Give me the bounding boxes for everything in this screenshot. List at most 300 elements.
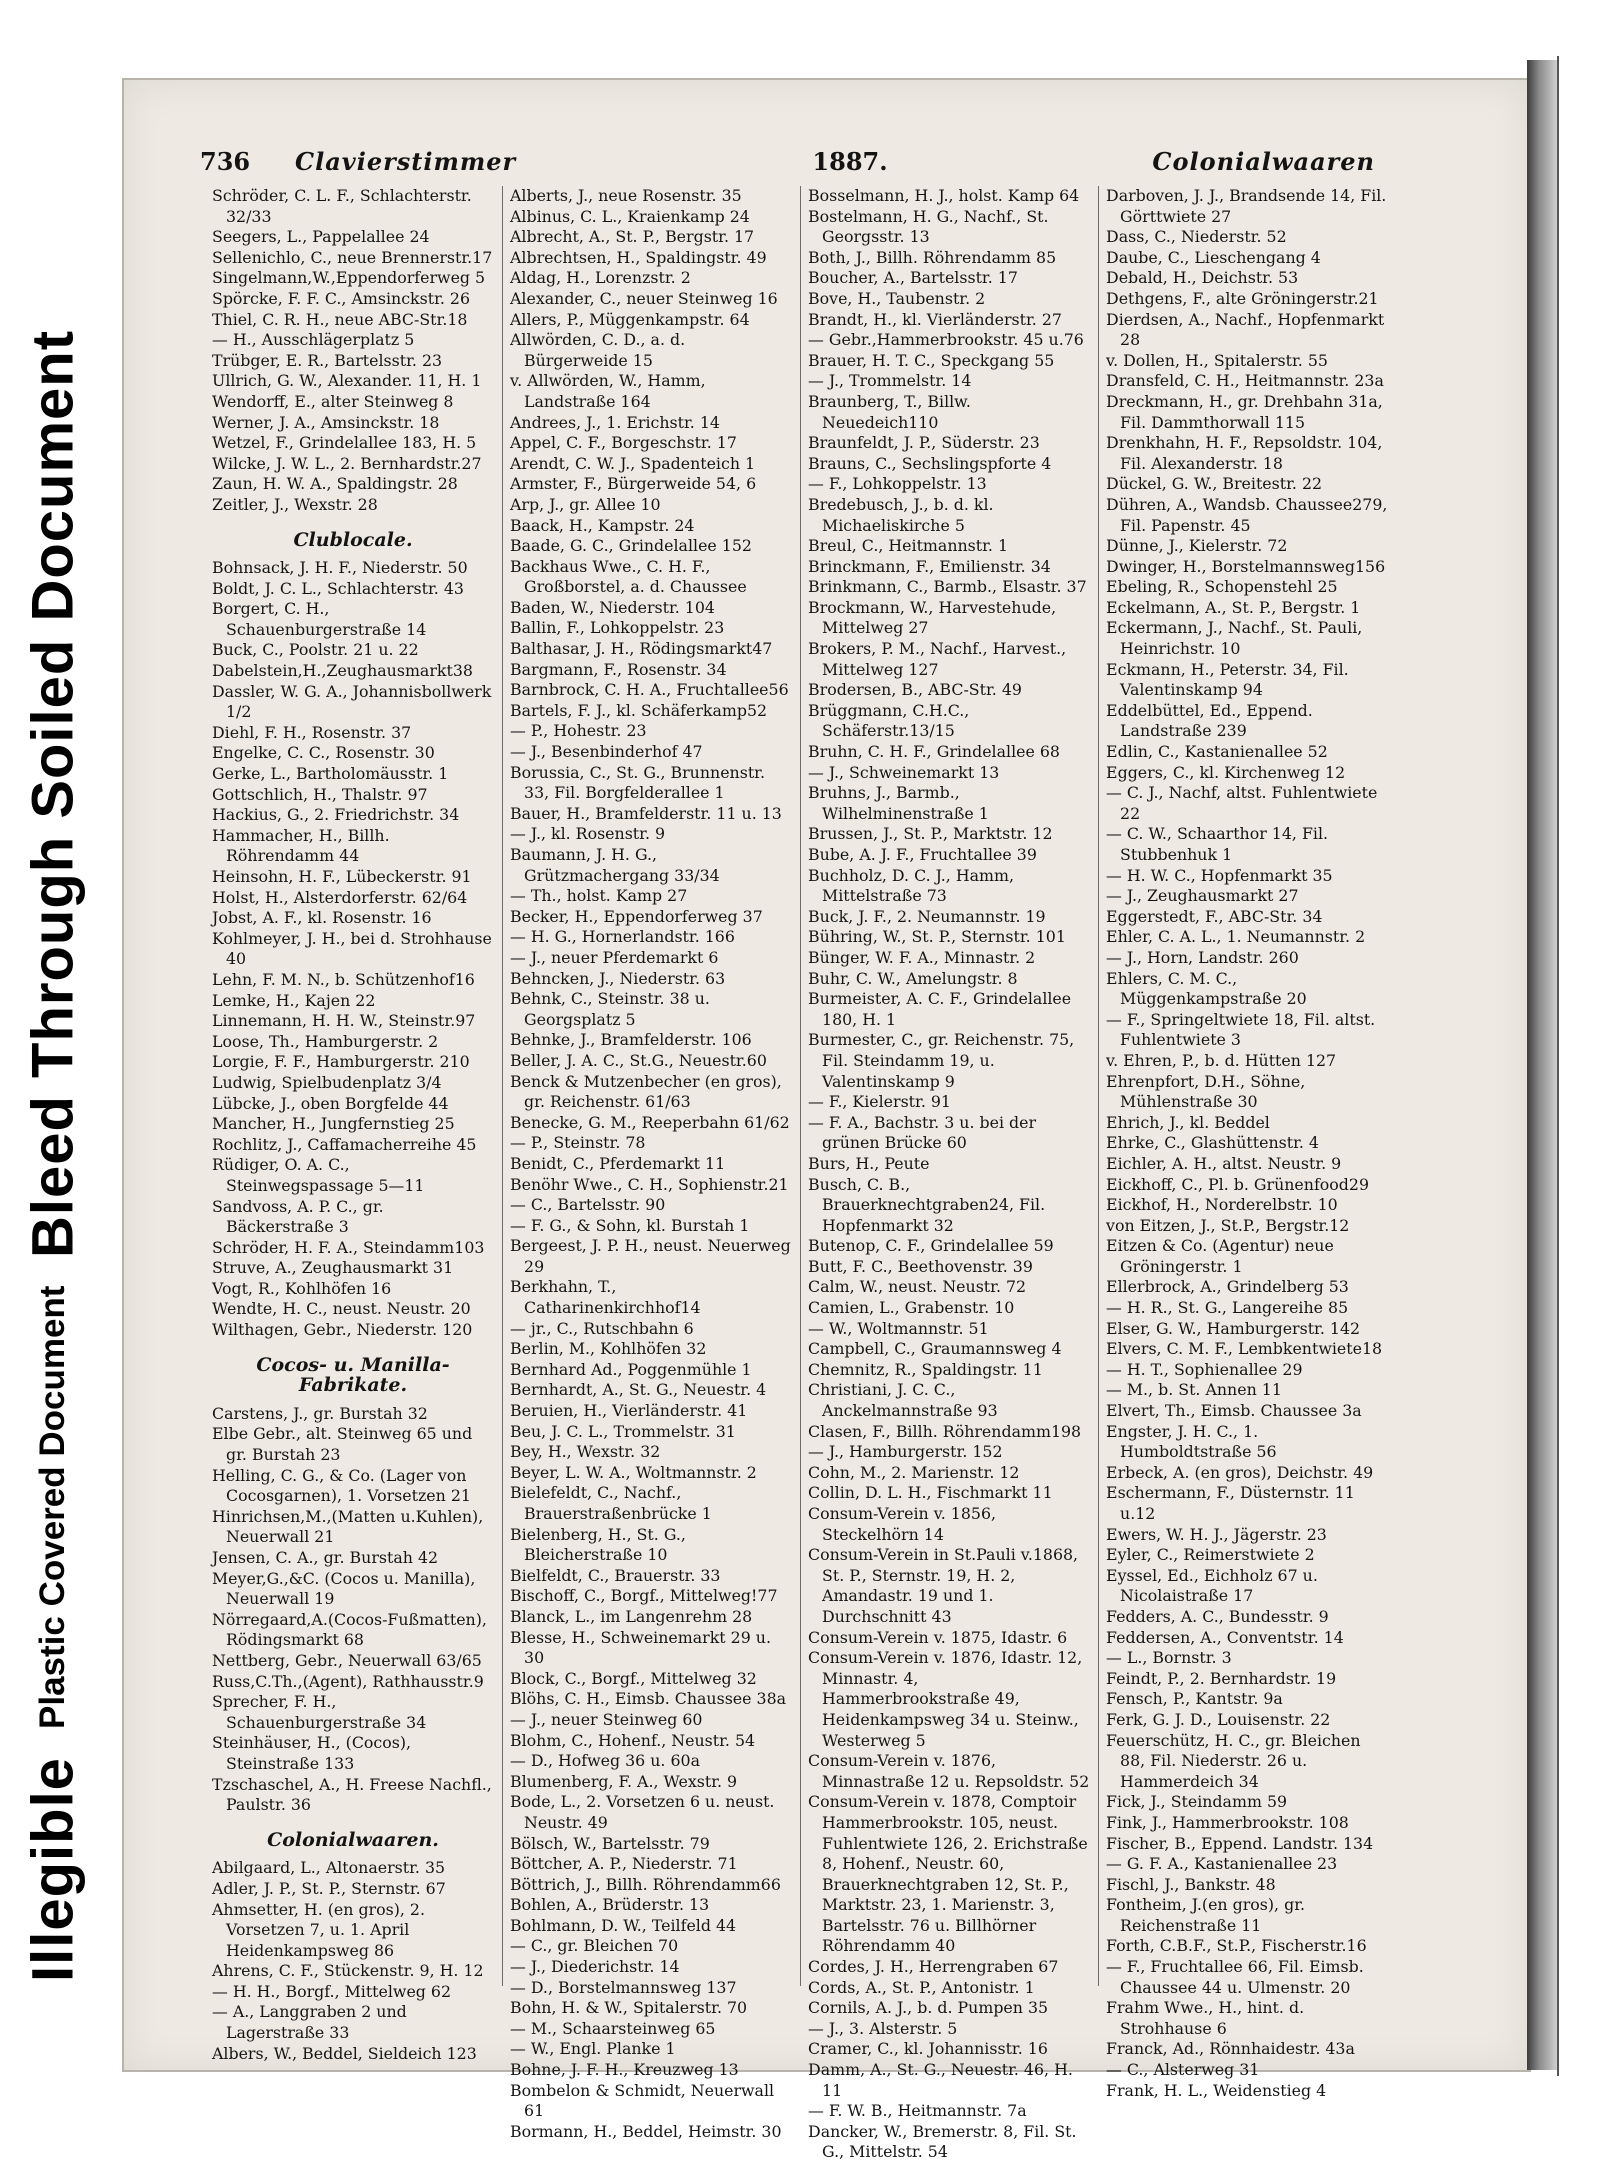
directory-entry: Blumenberg, F. A., Wexstr. 9: [510, 1771, 738, 1791]
directory-entry: Boldt, J. C. L., Schlachterstr. 43: [212, 578, 464, 598]
directory-entry: Consum-Verein v. 1878, Comptoir Hammerbrookstr. 105, neust. Fuhlentwiete 126, 2. Erichstraße 8, Hohenf., Neustr. 60, Brauerknechtgraben 12, St. P., Marktstr. 23, 1. Marienstr. 3, Bartelsstr. 76 u. Billhörner Röhrendamm 40: [808, 1792, 1088, 1956]
directory-entry: Eckmann, H., Peterstr. 34, Fil. Valentinskamp 94: [1106, 659, 1349, 700]
directory-entry: Fensch, P., Kantstr. 9a: [1106, 1689, 1283, 1709]
directory-entry: Fedders, A. C., Bundesstr. 9: [1106, 1606, 1329, 1626]
directory-entry: Nettberg, Gebr., Neuerwall 63/65: [212, 1650, 482, 1670]
directory-entry: — J., Besenbinderhof 47: [510, 742, 703, 762]
directory-entry: Vogt, R., Kohlhöfen 16: [212, 1278, 392, 1298]
directory-entry: — L., Bornstr. 3: [1106, 1648, 1232, 1668]
directory-entry: Bey, H., Wexstr. 32: [510, 1442, 661, 1462]
directory-entry: Borussia, C., St. G., Brunnenstr. 33, Fil. Borgfelderallee 1: [510, 762, 766, 803]
directory-entry: v. Ehren, P., b. d. Hütten 127: [1106, 1050, 1337, 1070]
directory-entry: Cramer, C., kl. Johannisstr. 16: [808, 2039, 1048, 2059]
directory-entry: Backhaus Wwe., C. H. F., Großborstel, a. d. Chaussee: [510, 556, 747, 597]
directory-entry: Carstens, J., gr. Burstah 32: [212, 1403, 428, 1423]
directory-entry: Busch, C. B., Brauerknechtgraben24, Fil. Hopfenmarkt 32: [808, 1174, 1046, 1235]
directory-entry: Fick, J., Steindamm 59: [1106, 1792, 1288, 1812]
directory-entry: Brinkmann, C., Barmb., Elsastr. 37: [808, 577, 1087, 597]
directory-entry: Arendt, C. W. J., Spadenteich 1: [510, 453, 756, 473]
directory-entry: Franck, Ad., Rönnhaidestr. 43a: [1106, 2039, 1355, 2059]
directory-entry: — C., Bartelsstr. 90: [510, 1195, 666, 1215]
page-edge: [1557, 56, 1559, 2076]
directory-entry: — W., Woltmannstr. 51: [808, 1318, 989, 1338]
directory-entry: Allwörden, C. D., a. d. Bürgerweide 15: [510, 330, 686, 370]
directory-entry: Boucher, A., Bartelsstr. 17: [808, 268, 1018, 288]
directory-entry: — C., Alsterweg 31: [1106, 2060, 1260, 2080]
directory-entry: Baden, W., Niederstr. 104: [510, 597, 715, 617]
directory-entry: Benöhr Wwe., C. H., Sophienstr.21: [510, 1174, 789, 1194]
directory-entry: Collin, D. L. H., Fischmarkt 11: [808, 1483, 1053, 1503]
directory-entry: Gottschlich, H., Thalstr. 97: [212, 784, 428, 804]
directory-entry: Cordes, J. H., Herrengraben 67: [808, 1957, 1059, 1977]
directory-entry: Cords, A., St. P., Antonistr. 1: [808, 1977, 1035, 1997]
directory-entry: Elvers, C. M. F., Lembkentwiete18: [1106, 1339, 1383, 1359]
directory-column-3: [808, 186, 1099, 2162]
running-title-left: Clavierstimmer: [295, 146, 517, 176]
directory-entry: Debald, H., Deichstr. 53: [1106, 268, 1299, 288]
directory-entry: Bohlmann, D. W., Teilfeld 44: [510, 1915, 737, 1935]
page-header: [200, 146, 1385, 176]
directory-entry: Brockmann, W., Harvestehude, Mittelweg 27: [808, 597, 1057, 638]
directory-entry: Eddelbüttel, Ed., Eppend. Landstraße 239: [1106, 700, 1313, 741]
directory-entry: Bölsch, W., Bartelsstr. 79: [510, 1833, 710, 1853]
directory-entry: Schröder, C. L. F., Schlachterstr. 32/33: [212, 186, 472, 226]
directory-entry: Bernhardt, A., St. G., Neuestr. 4: [510, 1380, 767, 1400]
directory-entry: Lemke, H., Kajen 22: [212, 990, 376, 1010]
directory-entry: Albrecht, A., St. P., Bergstr. 17: [510, 227, 755, 247]
directory-entry: Brandt, H., kl. Vierländerstr. 27: [808, 309, 1062, 329]
document-condition-label: [8, 82, 98, 1982]
bleed-through-label: Bleed Through Soiled Document: [20, 329, 86, 1258]
directory-entry: Fischl, J., Bankstr. 48: [1106, 1874, 1276, 1894]
directory-entry: Ehler, C. A. L., 1. Neumannstr. 2: [1106, 927, 1366, 947]
directory-entry: Feindt, P., 2. Bernhardstr. 19: [1106, 1668, 1337, 1688]
directory-entry: Breul, C., Heitmannstr. 1: [808, 536, 1009, 556]
directory-entry: Kohlmeyer, J. H., bei d. Strohhause 40: [212, 928, 492, 969]
directory-entry: Struve, A., Zeughausmarkt 31: [212, 1258, 454, 1278]
plastic-covered-label: Plastic Covered Document: [33, 1285, 72, 1730]
directory-entry: Braunberg, T., Billw. Neuedeich110: [808, 391, 971, 432]
directory-entry: Eggers, C., kl. Kirchenweg 12: [1106, 762, 1346, 782]
directory-entry: Benecke, G. M., Reeperbahn 61/62: [510, 1112, 790, 1132]
directory-entry: — Gebr.,Hammerbrookstr. 45 u.76: [808, 330, 1084, 350]
directory-entry: Dühren, A., Wandsb. Chaussee279, Fil. Papenstr. 45: [1106, 494, 1388, 535]
directory-entry: Damm, A., St. G., Neuestr. 46, H. 11: [808, 2060, 1073, 2100]
directory-entry: Dancker, W., Bremerstr. 8, Fil. St. G., Mittelstr. 54: [808, 2121, 1077, 2162]
directory-entry: — A., Langgraben 2 und Lagerstraße 33: [212, 2002, 407, 2043]
page-year: 1887.: [812, 146, 888, 176]
directory-entry: Ullrich, G. W., Alexander. 11, H. 1: [212, 371, 482, 391]
directory-entry: Burmester, C., gr. Reichenstr. 75, Fil. Steindamm 19, u. Valentinskamp 9: [808, 1030, 1075, 1091]
directory-entry: — J., Trommelstr. 14: [808, 371, 972, 391]
directory-entry: Dransfeld, C. H., Heitmannstr. 23a: [1106, 371, 1384, 391]
directory-entry: — H. W. C., Hopfenmarkt 35: [1106, 865, 1333, 885]
directory-entry: Bauer, H., Bramfelderstr. 11 u. 13: [510, 803, 782, 823]
directory-entry: Burs, H., Peute: [808, 1153, 930, 1173]
directory-entry: Alberts, J., neue Rosenstr. 35: [510, 186, 742, 205]
directory-entry: — jr., C., Rutschbahn 6: [510, 1318, 694, 1338]
directory-entry: Buhr, C. W., Amelungstr. 8: [808, 968, 1018, 988]
directory-entry: Diehl, F. H., Rosenstr. 37: [212, 722, 412, 742]
directory-entry: Sprecher, F. H., Schauenburgerstraße 34: [212, 1692, 427, 1732]
directory-entry: Sellenichlo, C., neue Brennerstr.17: [212, 247, 493, 267]
directory-entry: Frank, H. L., Weidenstieg 4: [1106, 2080, 1327, 2100]
directory-entry: Trübger, E. R., Bartelsstr. 23: [212, 350, 443, 370]
directory-entry: Behncken, J., Niederstr. 63: [510, 968, 726, 988]
directory-entry: Darboven, J. J., Brandsende 14, Fil. Görttwiete 27: [1106, 186, 1387, 226]
directory-entry: — J., Horn, Landstr. 260: [1106, 947, 1299, 967]
directory-entry: Blanck, L., im Langenrehm 28: [510, 1606, 753, 1626]
directory-entry: — H. T., Sophienallee 29: [1106, 1359, 1303, 1379]
directory-entry: Adler, J. P., St. P., Sternstr. 67: [212, 1878, 446, 1898]
directory-entry: Consum-Verein v. 1876, Idastr. 12, Minnastr. 4, Hammerbrookstraße 49, Heidenkampsweg 34 u. Steinw., Westerweg 5: [808, 1648, 1083, 1750]
directory-entry: Consum-Verein v. 1876, Minnastraße 12 u. Repsoldstr. 52: [808, 1751, 1090, 1791]
directory-entry: Block, C., Borgf., Mittelweg 32: [510, 1668, 757, 1688]
directory-entry: Aldag, H., Lorenzstr. 2: [510, 268, 691, 288]
directory-entry: Bode, L., 2. Vorsetzen 6 u. neust. Neustr. 49: [510, 1792, 775, 1832]
directory-entry: Lorgie, F. F., Hamburgerstr. 210: [212, 1052, 470, 1072]
directory-entry: Arp, J., gr. Allee 10: [510, 494, 661, 514]
directory-entry: Dabelstein,H.,Zeughausmarkt38: [212, 661, 473, 681]
directory-column-2: [510, 186, 801, 2141]
directory-entry: v. Dollen, H., Spitalerstr. 55: [1106, 350, 1328, 370]
directory-entry: Helling, C. G., & Co. (Lager von Cocosgarnen), 1. Vorsetzen 21: [212, 1465, 471, 1506]
directory-entry: Linnemann, H. H. W., Steinstr.97: [212, 1011, 476, 1031]
directory-entry: Eichler, A. H., altst. Neustr. 9: [1106, 1153, 1342, 1173]
directory-entry: Bosselmann, H. J., holst. Kamp 64: [808, 186, 1080, 205]
directory-entry: v. Allwörden, W., Hamm, Landstraße 164: [510, 371, 706, 411]
directory-entry: Albrechtsen, H., Spaldingstr. 49: [510, 247, 767, 267]
directory-entry: — H. R., St. G., Langereihe 85: [1106, 1298, 1349, 1318]
directory-entry: Dünne, J., Kielerstr. 72: [1106, 536, 1288, 556]
directory-entry: Singelmann,W.,Eppendorferweg 5: [212, 268, 486, 288]
directory-entry: Drenkhahn, H. F., Repsoldstr. 104, Fil. Alexanderstr. 18: [1106, 433, 1383, 473]
directory-entry: Dückel, G. W., Breitestr. 22: [1106, 474, 1323, 494]
section-heading: Clublocale.: [293, 528, 413, 551]
directory-entry: Bohlen, A., Brüderstr. 13: [510, 1895, 710, 1915]
directory-entry: Loose, Th., Hamburgerstr. 2: [212, 1031, 439, 1051]
directory-entry: Daube, C., Lieschengang 4: [1106, 247, 1321, 267]
directory-entry: Butenop, C. F., Grindelallee 59: [808, 1236, 1054, 1256]
section-heading: Cocos- u. Manilla-Fabrikate.: [256, 1353, 450, 1397]
directory-entry: Berkhahn, T., Catharinenkirchhof14: [510, 1277, 701, 1318]
directory-entry: Eckermann, J., Nachf., St. Pauli, Heinrichstr. 10: [1106, 618, 1363, 659]
directory-entry: Allers, P., Müggenkampstr. 64: [510, 309, 750, 329]
directory-entry: Becker, H., Eppendorferweg 37: [510, 906, 763, 926]
directory-entry: Appel, C. F., Borgeschstr. 17: [510, 433, 737, 453]
directory-entry: Bruhn, C. H. F., Grindelallee 68: [808, 742, 1060, 762]
directory-entry: Bargmann, F., Rosenstr. 34: [510, 659, 727, 679]
directory-entry: Steinhäuser, H., (Cocos), Steinstraße 133: [212, 1733, 412, 1773]
directory-entry: Feuerschütz, H. C., gr. Bleichen 88, Fil. Niederstr. 26 u. Hammerdeich 34: [1106, 1730, 1361, 1791]
directory-entry: Wendte, H. C., neust. Neustr. 20: [212, 1299, 471, 1319]
directory-entry: Ballin, F., Lohkoppelstr. 23: [510, 618, 725, 638]
directory-entry: — F., Kielerstr. 91: [808, 1092, 951, 1112]
directory-entry: — H. G., Hornerlandstr. 166: [510, 927, 735, 947]
directory-entry: Abilgaard, L., Altonaerstr. 35: [212, 1858, 446, 1878]
directory-entry: Buck, J. F., 2. Neumannstr. 19: [808, 906, 1046, 926]
directory-entry: Sandvoss, A. P. C., gr. Bäckerstraße 3: [212, 1196, 384, 1237]
directory-entry: Ferk, G. J. D., Louisenstr. 22: [1106, 1709, 1331, 1729]
directory-entry: Spörcke, F. F. C., Amsinckstr. 26: [212, 288, 471, 308]
directory-entry: Elser, G. W., Hamburgerstr. 142: [1106, 1318, 1361, 1338]
directory-entry: Ewers, W. H. J., Jägerstr. 23: [1106, 1524, 1327, 1544]
section-heading: Colonialwaaren.: [267, 1828, 439, 1851]
directory-entry: Braunfeldt, J. P., Süderstr. 23: [808, 433, 1040, 453]
directory-entry: Beyer, L. W. A., Woltmannstr. 2: [510, 1462, 757, 1482]
directory-entry: — J., neuer Pferdemarkt 6: [510, 947, 719, 967]
directory-entry: Bielefeldt, C., Nachf., Brauerstraßenbrücke 1: [510, 1483, 712, 1523]
illegible-label: Illegible: [20, 1757, 86, 1982]
directory-entry: Dethgens, F., alte Gröningerstr.21: [1106, 288, 1379, 308]
directory-entry: — C. W., Schaarthor 14, Fil. Stubbenhuk 1: [1106, 824, 1329, 864]
directory-entry: Zaun, H. W. A., Spaldingstr. 28: [212, 474, 458, 494]
directory-entry: Albinus, C. L., Kraienkamp 24: [510, 206, 750, 226]
directory-entry: Beu, J. C. L., Trommelstr. 31: [510, 1421, 736, 1441]
directory-entry: Thiel, C. R. H., neue ABC-Str.18: [212, 309, 468, 329]
directory-entry: Armster, F., Bürgerweide 54, 6: [510, 474, 757, 494]
directory-entry: Rochlitz, J., Caffamacherreihe 45: [212, 1134, 477, 1154]
directory-entry: Eickhof, H., Norderelbstr. 10: [1106, 1195, 1338, 1215]
directory-entry: Erbeck, A. (en gros), Deichstr. 49: [1106, 1462, 1374, 1482]
directory-entry: Berlin, M., Kohlhöfen 32: [510, 1339, 707, 1359]
directory-entry: Bergeest, J. P. H., neust. Neuerweg 29: [510, 1236, 791, 1276]
directory-entry: — H., Ausschlägerplatz 5: [212, 330, 415, 350]
directory-entry: — F. G., & Sohn, kl. Burstah 1: [510, 1215, 750, 1235]
directory-entry: Eitzen & Co. (Agentur) neue Gröningerstr. 1: [1106, 1236, 1334, 1276]
directory-entry: Bombelon & Schmidt, Neuerwall 61: [510, 2080, 775, 2121]
directory-entry: Cornils, A. J., b. d. Pumpen 35: [808, 1998, 1049, 2018]
directory-entry: Blöhs, C. H., Eimsb. Chaussee 38a: [510, 1689, 787, 1709]
directory-entry: Burmeister, A. C. F., Grindelallee 180, H. 1: [808, 989, 1072, 1029]
directory-entry: Fink, J., Hammerbrookstr. 108: [1106, 1812, 1349, 1832]
directory-entry: Eyssel, Ed., Eichholz 67 u. Nicolaistraße 17: [1106, 1565, 1318, 1606]
directory-entry: Böttrich, J., Billh. Röhrendamm66: [510, 1874, 781, 1894]
directory-entry: Behnk, C., Steinstr. 38 u. Georgsplatz 5: [510, 989, 710, 1029]
directory-column-1: [212, 186, 503, 2063]
directory-entry: — F., Lohkoppelstr. 13: [808, 474, 987, 494]
directory-entry: Consum-Verein in St.Pauli v.1868, St. P., Sternstr. 19, H. 2, Amandastr. 19 und 1. Durchschnitt 43: [808, 1545, 1079, 1626]
directory-entry: Camien, L., Grabenstr. 10: [808, 1298, 1015, 1318]
directory-entry: Elvert, Th., Eimsb. Chaussee 3a: [1106, 1401, 1362, 1421]
directory-entry: — J., neuer Steinweg 60: [510, 1709, 703, 1729]
directory-entry: Fischer, B., Eppend. Landstr. 134: [1106, 1833, 1374, 1853]
directory-entry: — C. J., Nachf, altst. Fuhlentwiete 22: [1106, 783, 1378, 823]
directory-entry: Behnke, J., Bramfelderstr. 106: [510, 1030, 752, 1050]
directory-entry: Elbe Gebr., alt. Steinweg 65 und gr. Burstah 23: [212, 1424, 473, 1465]
directory-entry: Andrees, J., 1. Erichstr. 14: [510, 412, 720, 432]
directory-entry: Eggerstedt, F., ABC-Str. 34: [1106, 906, 1323, 926]
directory-entry: Seegers, L., Pappelallee 24: [212, 227, 430, 247]
directory-entry: — M., b. St. Annen 11: [1106, 1380, 1282, 1400]
directory-entry: Feddersen, A., Conventstr. 14: [1106, 1627, 1344, 1647]
directory-column-4: [1106, 186, 1397, 2100]
directory-entry: Butt, F. C., Beethovenstr. 39: [808, 1256, 1033, 1276]
directory-entry: — C., gr. Bleichen 70: [510, 1936, 679, 1956]
directory-entry: Baumann, J. H. G., Grützmachergang 33/34: [510, 845, 720, 885]
directory-entry: Bünger, W. F. A., Minnastr. 2: [808, 947, 1036, 967]
directory-entry: Buck, C., Poolstr. 21 u. 22: [212, 640, 419, 660]
directory-entry: Both, J., Billh. Röhrendamm 85: [808, 247, 1057, 267]
directory-entry: Beller, J. A. C., St.G., Neuestr.60: [510, 1050, 767, 1070]
directory-entry: Eschermann, F., Düsternstr. 11 u.12: [1106, 1483, 1355, 1523]
directory-entry: Ahmsetter, H. (en gros), 2. Vorsetzen 7, u. 1. April Heidenkampsweg 86: [212, 1899, 426, 1960]
directory-entry: — W., Engl. Planke 1: [510, 2039, 676, 2059]
directory-entry: Bohne, J. F. H., Kreuzweg 13: [510, 2060, 739, 2080]
directory-entry: Ehrke, C., Glashüttenstr. 4: [1106, 1133, 1319, 1153]
directory-entry: Tzschaschel, A., H. Freese Nachfl., Paulstr. 36: [212, 1774, 492, 1815]
directory-entry: Cohn, M., 2. Marienstr. 12: [808, 1462, 1020, 1482]
directory-entry: — Th., holst. Kamp 27: [510, 886, 688, 906]
directory-entry: Dierdsen, A., Nachf., Hopfenmarkt 28: [1106, 309, 1385, 350]
directory-entry: — D., Hofweg 36 u. 60a: [510, 1751, 700, 1771]
directory-entry: Blohm, C., Hohenf., Neustr. 54: [510, 1730, 756, 1750]
directory-entry: Alexander, C., neuer Steinweg 16: [510, 288, 778, 308]
directory-entry: — F. A., Bachstr. 3 u. bei der grünen Brücke 60: [808, 1112, 1037, 1153]
directory-entry: Bühring, W., St. P., Sternstr. 101: [808, 927, 1066, 947]
directory-entry: Ehrenpfort, D.H., Söhne, Mühlenstraße 30: [1106, 1071, 1306, 1112]
directory-entry: Bohnsack, J. H. F., Niederstr. 50: [212, 558, 468, 578]
directory-entry: Buchholz, D. C. J., Hamm, Mittelstraße 73: [808, 865, 1014, 906]
directory-entry: Edlin, C., Kastanienallee 52: [1106, 742, 1328, 762]
directory-entry: Lübcke, J., oben Borgfelde 44: [212, 1093, 449, 1113]
directory-entry: Albers, W., Beddel, Sieldeich 123: [212, 2043, 477, 2063]
directory-entry: — J., Zeughausmarkt 27: [1106, 886, 1299, 906]
directory-entry: Baack, H., Kampstr. 24: [510, 515, 695, 535]
directory-entry: Hinrichsen,M.,(Matten u.Kuhlen), Neuerwall 21: [212, 1506, 484, 1547]
directory-entry: Böttcher, A. P., Niederstr. 71: [510, 1854, 738, 1874]
directory-entry: — J., Hamburgerstr. 152: [808, 1442, 1003, 1462]
directory-entry: Wendorff, E., alter Steinweg 8: [212, 391, 454, 411]
directory-entry: — F., Springeltwiete 18, Fil. altst. Fuhlentwiete 3: [1106, 1009, 1376, 1050]
directory-entry: Dreckmann, H., gr. Drehbahn 31a, Fil. Dammthorwall 115: [1106, 391, 1383, 432]
directory-entry: Brauer, H. T. C., Speckgang 55: [808, 350, 1055, 370]
directory-entry: Brodersen, B., ABC-Str. 49: [808, 680, 1022, 700]
directory-entry: — J., 3. Alsterstr. 5: [808, 2018, 958, 2038]
directory-entry: Borgert, C. H., Schauenburgerstraße 14: [212, 599, 427, 639]
directory-entry: Eickhoff, C., Pl. b. Grünenfood29: [1106, 1174, 1370, 1194]
directory-entry: Werner, J. A., Amsinckstr. 18: [212, 412, 440, 432]
directory-entry: Wetzel, F., Grindelallee 183, H. 5: [212, 433, 477, 453]
directory-entry: Frahm Wwe., H., hint. d. Strohhause 6: [1106, 1998, 1305, 2038]
directory-entry: Bruhns, J., Barmb., Wilhelminenstraße 1: [808, 783, 989, 823]
directory-entry: Heinsohn, H. F., Lübeckerstr. 91: [212, 867, 472, 886]
directory-entry: Bove, H., Taubenstr. 2: [808, 288, 986, 308]
directory-entry: Bernhard Ad., Poggenmühle 1: [510, 1359, 752, 1379]
page-binding-shadow: [1527, 60, 1557, 2070]
running-title-right: Colonialwaaren: [1152, 146, 1375, 176]
directory-entry: Ludwig, Spielbudenplatz 3/4: [212, 1072, 442, 1092]
directory-entry: Balthasar, J. H., Rödingsmarkt47: [510, 639, 773, 659]
directory-entry: Dassler, W. G. A., Johannisbollwerk 1/2: [212, 681, 492, 722]
directory-entry: Lehn, F. M. N., b. Schützenhof16: [212, 969, 475, 989]
directory-entry: Brussen, J., St. P., Marktstr. 12: [808, 824, 1053, 844]
directory-entry: Brauns, C., Sechslingspforte 4: [808, 453, 1052, 473]
directory-entry: Gerke, L., Bartholomäusstr. 1: [212, 764, 449, 784]
directory-entry: — P., Steinstr. 78: [510, 1133, 646, 1153]
directory-entry: Brüggmann, C.H.C., Schäferstr.13/15: [808, 700, 970, 741]
directory-entry: von Eitzen, J., St.P., Bergstr.12: [1106, 1215, 1350, 1235]
directory-entry: — F., Fruchtallee 66, Fil. Eimsb. Chaussee 44 u. Ulmenstr. 20: [1106, 1957, 1364, 1997]
directory-entry: Bielfeldt, C., Brauerstr. 33: [510, 1565, 721, 1585]
directory-entry: Benck & Mutzenbecher (en gros), gr. Reichenstr. 61/63: [510, 1071, 782, 1112]
directory-entry: Ebeling, R., Schopenstehl 25: [1106, 577, 1338, 597]
directory-entry: Engster, J. H. C., 1. Humboldtstraße 56: [1106, 1421, 1277, 1462]
directory-entry: Bartels, F. J., kl. Schäferkamp52: [510, 700, 768, 720]
directory-entry: Baade, G. C., Grindelallee 152: [510, 536, 752, 556]
directory-entry: Eyler, C., Reimerstwiete 2: [1106, 1545, 1315, 1565]
directory-entry: Chemnitz, R., Spaldingstr. 11: [808, 1359, 1043, 1379]
directory-entry: Wilcke, J. W. L., 2. Bernhardstr.27: [212, 453, 482, 473]
directory-entry: — H. H., Borgf., Mittelweg 62: [212, 1981, 452, 2001]
directory-entry: Dwinger, H., Borstelmannsweg156: [1106, 556, 1386, 576]
directory-entry: Blesse, H., Schweinemarkt 29 u. 30: [510, 1627, 771, 1668]
directory-entry: Brokers, P. M., Nachf., Harvest., Mittelweg 127: [808, 639, 1067, 679]
directory-entry: Bohn, H. & W., Spitalerstr. 70: [510, 1998, 748, 2018]
directory-entry: Engelke, C. C., Rosenstr. 30: [212, 743, 435, 763]
directory-entry: Forth, C.B.F., St.P., Fischerstr.16: [1106, 1936, 1367, 1956]
directory-entry: Bube, A. J. F., Fruchtallee 39: [808, 845, 1037, 864]
directory-entry: — J., Schweinemarkt 13: [808, 762, 1000, 782]
directory-entry: Barnbrock, C. H. A., Fruchtallee56: [510, 680, 789, 700]
directory-entry: Bormann, H., Beddel, Heimstr. 30: [510, 2121, 782, 2141]
directory-entry: Wilthagen, Gebr., Niederstr. 120: [212, 1320, 473, 1340]
directory-entry: Benidt, C., Pferdemarkt 11: [510, 1153, 726, 1173]
directory-entry: Bischoff, C., Borgf., Mittelweg!77: [510, 1586, 778, 1606]
directory-entry: Meyer,G.,&C. (Cocos u. Manilla), Neuerwall 19: [212, 1568, 476, 1609]
directory-entry: Jensen, C. A., gr. Burstah 42: [212, 1548, 439, 1567]
directory-entry: Consum-Verein v. 1856, Steckelhörn 14: [808, 1504, 997, 1544]
directory-entry: Holst, H., Alsterdorferstr. 62/64: [212, 887, 468, 907]
directory-entry: Hackius, G., 2. Friedrichstr. 34: [212, 805, 460, 825]
directory-entry: Mancher, H., Jungfernstieg 25: [212, 1114, 455, 1134]
directory-entry: Hammacher, H., Billh. Röhrendamm 44: [212, 825, 390, 866]
directory-entry: Bielenberg, H., St. G., Bleicherstraße 10: [510, 1524, 686, 1565]
directory-entry: Ehlers, C. M. C., Müggenkampstraße 20: [1106, 968, 1307, 1009]
directory-entry: Nörregaard,A.(Cocos-Fußmatten), Rödingsmarkt 68: [212, 1609, 487, 1650]
directory-entry: Jobst, A. F., kl. Rosenstr. 16: [212, 908, 432, 928]
directory-entry: Ellerbrock, A., Grindelberg 53: [1106, 1277, 1349, 1297]
page-number: 736: [200, 146, 251, 176]
directory-entry: — J., kl. Rosenstr. 9: [510, 824, 666, 844]
directory-entry: Christiani, J. C. C., Anckelmannstraße 93: [808, 1380, 998, 1421]
directory-entry: Fontheim, J.(en gros), gr. Reichenstraße 11: [1106, 1895, 1306, 1935]
directory-entry: Dass, C., Niederstr. 52: [1106, 227, 1287, 247]
directory-entry: Bostelmann, H. G., Nachf., St. Georgsstr. 13: [808, 206, 1049, 247]
directory-entry: Ehrich, J., kl. Beddel: [1106, 1112, 1270, 1132]
directory-entry: — G. F. A., Kastanienallee 23: [1106, 1854, 1338, 1874]
directory-entry: Ahrens, C. F., Stückenstr. 9, H. 12: [212, 1961, 484, 1981]
directory-entry: — J., Diederichstr. 14: [510, 1957, 680, 1977]
directory-entry: Brinckmann, F., Emilienstr. 34: [808, 556, 1051, 576]
directory-entry: Calm, W., neust. Neustr. 72: [808, 1277, 1027, 1297]
directory-entry: Consum-Verein v. 1875, Idastr. 6: [808, 1627, 1068, 1647]
directory-entry: — M., Schaarsteinweg 65: [510, 2018, 716, 2038]
directory-entry: Russ,C.Th.,(Agent), Rathhausstr.9: [212, 1671, 484, 1691]
directory-entry: — F. W. B., Heitmannstr. 7a: [808, 2101, 1027, 2121]
directory-entry: Rüdiger, O. A. C., Steinwegspassage 5—11: [212, 1155, 425, 1195]
directory-entry: Zeitler, J., Wexstr. 28: [212, 494, 378, 514]
directory-entry: Clasen, F., Billh. Röhrendamm198: [808, 1421, 1082, 1441]
directory-entry: Schröder, H. F. A., Steindamm103: [212, 1237, 485, 1257]
directory-entry: Eckelmann, A., St. P., Bergstr. 1: [1106, 597, 1361, 617]
directory-entry: Campbell, C., Graumannsweg 4: [808, 1339, 1062, 1359]
directory-entry: Bredebusch, J., b. d. kl. Michaeliskirche 5: [808, 494, 994, 535]
directory-entry: — D., Borstelmannsweg 137: [510, 1977, 737, 1997]
directory-entry: — P., Hohestr. 23: [510, 721, 647, 741]
directory-columns: [212, 186, 1397, 2162]
directory-entry: Beruien, H., Vierländerstr. 41: [510, 1401, 748, 1421]
